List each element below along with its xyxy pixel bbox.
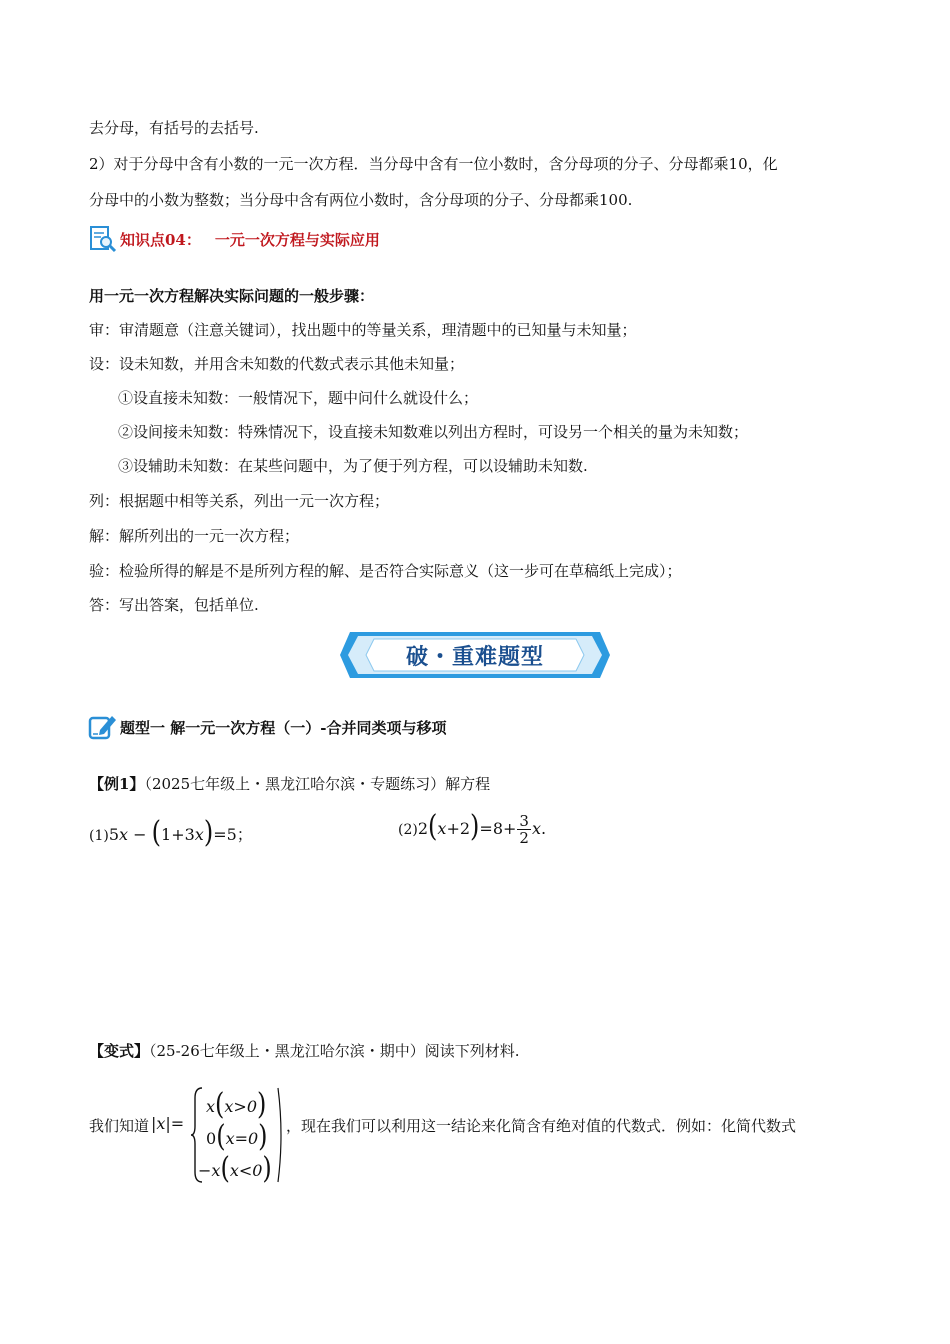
example-source: （2025七年级上・黑龙江哈尔滨・专题练习）解方程 — [144, 775, 491, 793]
paragraph-line: 去分母，有括号的去括号. — [89, 119, 259, 137]
steps-heading: 用一元一次方程解决实际问题的一般步骤： — [89, 287, 375, 305]
variant-tag: 【变式】 — [89, 1042, 150, 1060]
eq2-inner: +2 — [446, 819, 471, 838]
knowledge-point-label: 知识点04： — [120, 230, 201, 249]
eq2-end: . — [540, 819, 547, 838]
eq2-denominator: 2 — [519, 829, 529, 847]
question-type-title: 题型一 解一元一次方程（一）-合并同类项与移项 — [120, 718, 447, 737]
section-banner — [340, 628, 610, 682]
case-1-value: x — [206, 1097, 216, 1116]
step-list: 列：根据题中相等关系，列出一元一次方程； — [89, 492, 390, 510]
case-1: x(x>0) — [206, 1086, 267, 1122]
case-3-condition: x<0 — [229, 1161, 263, 1180]
eq2-rhs: =8+ — [479, 819, 517, 838]
paragraph-line: 2）对于分母中含有小数的一元一次方程．当分母中含有一位小数时，含分母项的分子、分母都乘10，化 — [89, 155, 778, 173]
eq1-inner: 1+3 — [161, 825, 195, 844]
step-answer: 答：写出答案，包括单位. — [89, 596, 259, 614]
case-2-condition: x=0 — [225, 1129, 259, 1148]
step-set-direct: ①设直接未知数：一般情况下，题中问什么就设什么； — [118, 389, 479, 407]
eq2-label: (2) — [398, 822, 418, 838]
case-2: 0(x=0) — [206, 1118, 268, 1154]
knowledge-point-heading — [88, 224, 380, 254]
eq2-numerator: 3 — [519, 812, 529, 830]
step-check: 验：检验所得的解是不是所列方程的解、是否符合实际意义（这一步可在草稿纸上完成）； — [89, 562, 682, 580]
eq1-rhs: =5； — [213, 825, 253, 844]
eq1-inner-var: x — [194, 825, 204, 844]
case-3-value: −x — [198, 1161, 221, 1180]
equation-1: (1)5x − (1+3x)=5； — [89, 814, 253, 850]
abs-expression: |x|= — [151, 1114, 185, 1133]
example-tag: 【例1】 — [89, 775, 145, 793]
pencil-note-icon — [88, 712, 118, 742]
banner-title: 破・重难题型 — [405, 644, 544, 670]
right-paren-icon — [276, 1086, 286, 1184]
example-header — [89, 774, 490, 794]
case-1-condition: x>0 — [224, 1097, 258, 1116]
eq1-minus: − — [133, 825, 147, 844]
eq2-coef: 2 — [417, 819, 429, 838]
variant-after: ，现在我们可以利用这一结论来化简含有绝对值的代数式．例如：化简代数式 — [286, 1117, 797, 1135]
knowledge-point-title: 一元一次方程与实际应用 — [214, 230, 380, 249]
equation-2: (2)2(x+2)=8+ $\frac{3}{2}$ x. — [398, 808, 547, 847]
eq2-fraction — [517, 813, 531, 846]
eq2-rhs-var: x — [531, 819, 541, 838]
case-2-value: 0 — [206, 1129, 217, 1148]
piecewise-definition — [188, 1086, 288, 1186]
eq1-var: x — [119, 825, 129, 844]
eq2-var: x — [437, 819, 447, 838]
variant-intro: 我们知道 — [89, 1117, 150, 1135]
magnifier-document-icon — [88, 224, 118, 254]
step-set: 设：设未知数，并用含未知数的代数式表示其他未知量； — [89, 355, 465, 373]
case-3: −x(x<0) — [198, 1150, 272, 1186]
eq1-coef: 5 — [108, 825, 120, 844]
variant-header — [89, 1041, 520, 1061]
step-solve: 解：解所列出的一元一次方程； — [89, 527, 300, 545]
step-set-indirect: ②设间接未知数：特殊情况下，设直接未知数难以列出方程时，可设另一个相关的量为未知数； — [118, 423, 749, 441]
step-set-aux: ③设辅助未知数：在某些问题中，为了便于列方程，可以设辅助未知数. — [118, 457, 588, 475]
step-review: 审：审清题意（注意关键词），找出题中的等量关系，理清题中的已知量与未知量； — [89, 321, 637, 339]
paragraph-line: 分母中的小数为整数；当分母中含有两位小数时，含分母项的分子、分母都乘100. — [89, 191, 633, 209]
eq1-label: (1) — [89, 828, 109, 844]
variant-source: （25-26七年级上・黑龙江哈尔滨・期中）阅读下列材料. — [149, 1042, 520, 1060]
question-type-heading — [88, 712, 446, 742]
